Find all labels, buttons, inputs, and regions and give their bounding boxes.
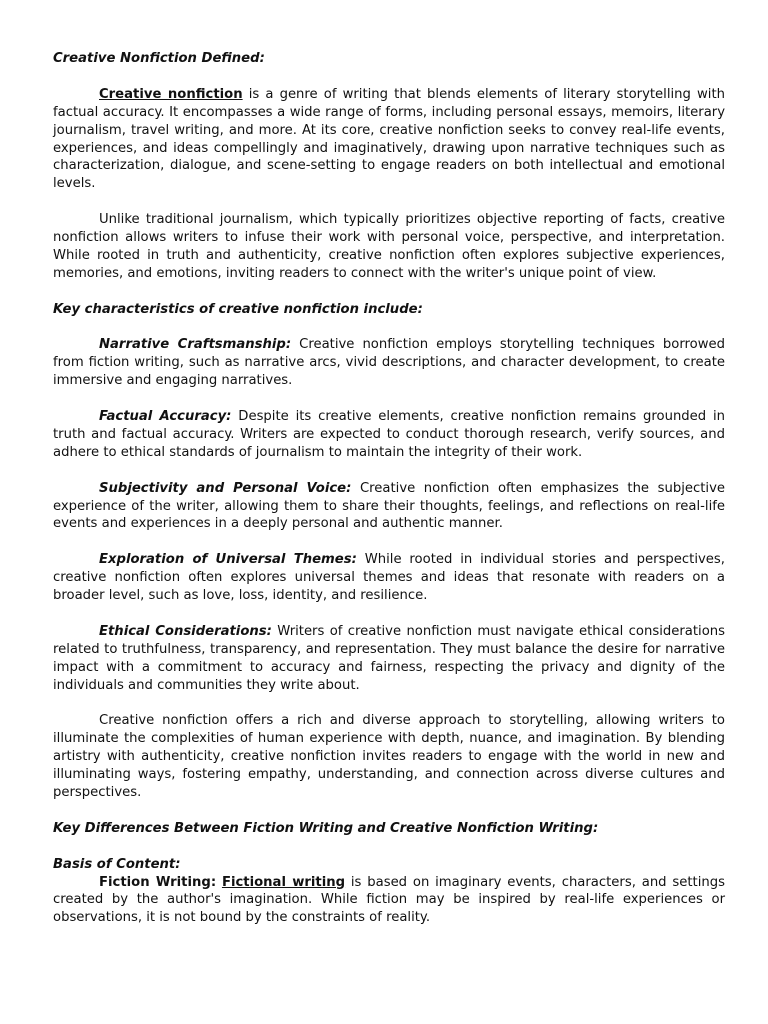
characteristic-term: Narrative Craftsmanship: — [99, 337, 292, 353]
characteristic-term: Factual Accuracy: — [99, 409, 232, 425]
characteristic-text: Creative nonfiction employs storytelling techniques borrowed from fiction writing, such as narrative arcs, vivid descriptions, and character development, to create immersive and engaging narratives. — [53, 337, 725, 389]
paragraph-definition-text: is a genre of writing that blends elements of literary storytelling with factual accuracy. It encompasses a wide range of forms, including personal essays, memoirs, literary journalism, travel writing, and more. At its core, creative nonfiction seeks to convey real-life events, experiences, and ideas compellingly and imaginatively, drawing upon narrative techniques such as characterization, dialogue, and scene-setting to engage readers on both intellectual and emotional levels. — [53, 86, 725, 192]
paragraph-summary: Creative nonfiction offers a rich and diverse approach to storytelling, allowing writers to illuminate the complexities of human experience with depth, nuance, and imagination. By blending artistry with authenticity, creative nonfiction invites readers to engage with the world in new and illuminating ways, fostering empathy, understanding, and connection across diverse cultures and perspectives. — [53, 713, 725, 801]
subheading-basis-of-content: Basis of Content: — [53, 856, 181, 872]
paragraph-fiction-writing — [53, 874, 725, 928]
characteristic-item — [53, 336, 725, 390]
characteristic-text: Despite its creative elements, creative nonfiction remains grounded in truth and factual accuracy. Writers are expected to conduct thorough research, verify sources, and adhere to ethical standards of journalism to maintain the integrity of their work. — [53, 409, 726, 460]
section-heading-defined: Creative Nonfiction Defined: — [53, 51, 265, 66]
characteristic-term: Exploration of Universal Themes: — [99, 552, 357, 568]
term-fictional-writing: Fictional writing — [221, 874, 346, 890]
document-page — [53, 50, 725, 927]
section-heading-characteristics: Key characteristics of creative nonfiction include: — [53, 301, 423, 317]
characteristic-item — [53, 480, 725, 534]
paragraph-journalism-contrast: Unlike traditional journalism, which typically prioritizes objective reporting of facts, creative nonfiction allows writers to infuse their work with personal voice, perspective, and interpretation. While rooted in truth and authenticity, creative nonfiction often explores subjective experiences, memories, and emotions, inviting readers to connect with the writer's unique point of view. — [53, 212, 725, 281]
characteristic-term: Ethical Considerations: — [99, 623, 272, 639]
term-creative-nonfiction: Creative nonfiction — [99, 86, 243, 102]
characteristic-text: While rooted in individual stories and perspectives, creative nonfiction often explores universal themes and ideas that resonate with readers on a broader level, such as love, loss, identity, and resilience. — [53, 552, 725, 604]
characteristic-text: Writers of creative nonfiction must navigate ethical considerations related to truthfulness, transparency, and representation. They must balance the desire for narrative impact with a commitment to accuracy and fairness, respecting the privacy and dignity of the individuals and communities they write about. — [53, 623, 725, 693]
characteristic-text: Creative nonfiction often emphasizes the subjective experience of the writer, allowing them to share their thoughts, feelings, and reflections on real-life events and experiences in a deeply personal and authentic manner. — [53, 480, 725, 532]
section-heading-differences: Key Differences Between Fiction Writing and Creative Nonfiction Writing: — [53, 820, 599, 836]
fiction-label: Fiction Writing: — [99, 874, 217, 890]
characteristic-item — [53, 623, 725, 695]
fiction-text: is based on imaginary events, characters, and settings created by the author's imagination. While fiction may be inspired by real-life experiences or observations, it is not bound by the constraints of reality. — [53, 874, 725, 926]
paragraph-definition — [53, 86, 725, 193]
characteristic-item — [53, 551, 725, 605]
characteristic-term: Subjectivity and Personal Voice: — [99, 480, 352, 496]
characteristic-item — [53, 408, 725, 462]
